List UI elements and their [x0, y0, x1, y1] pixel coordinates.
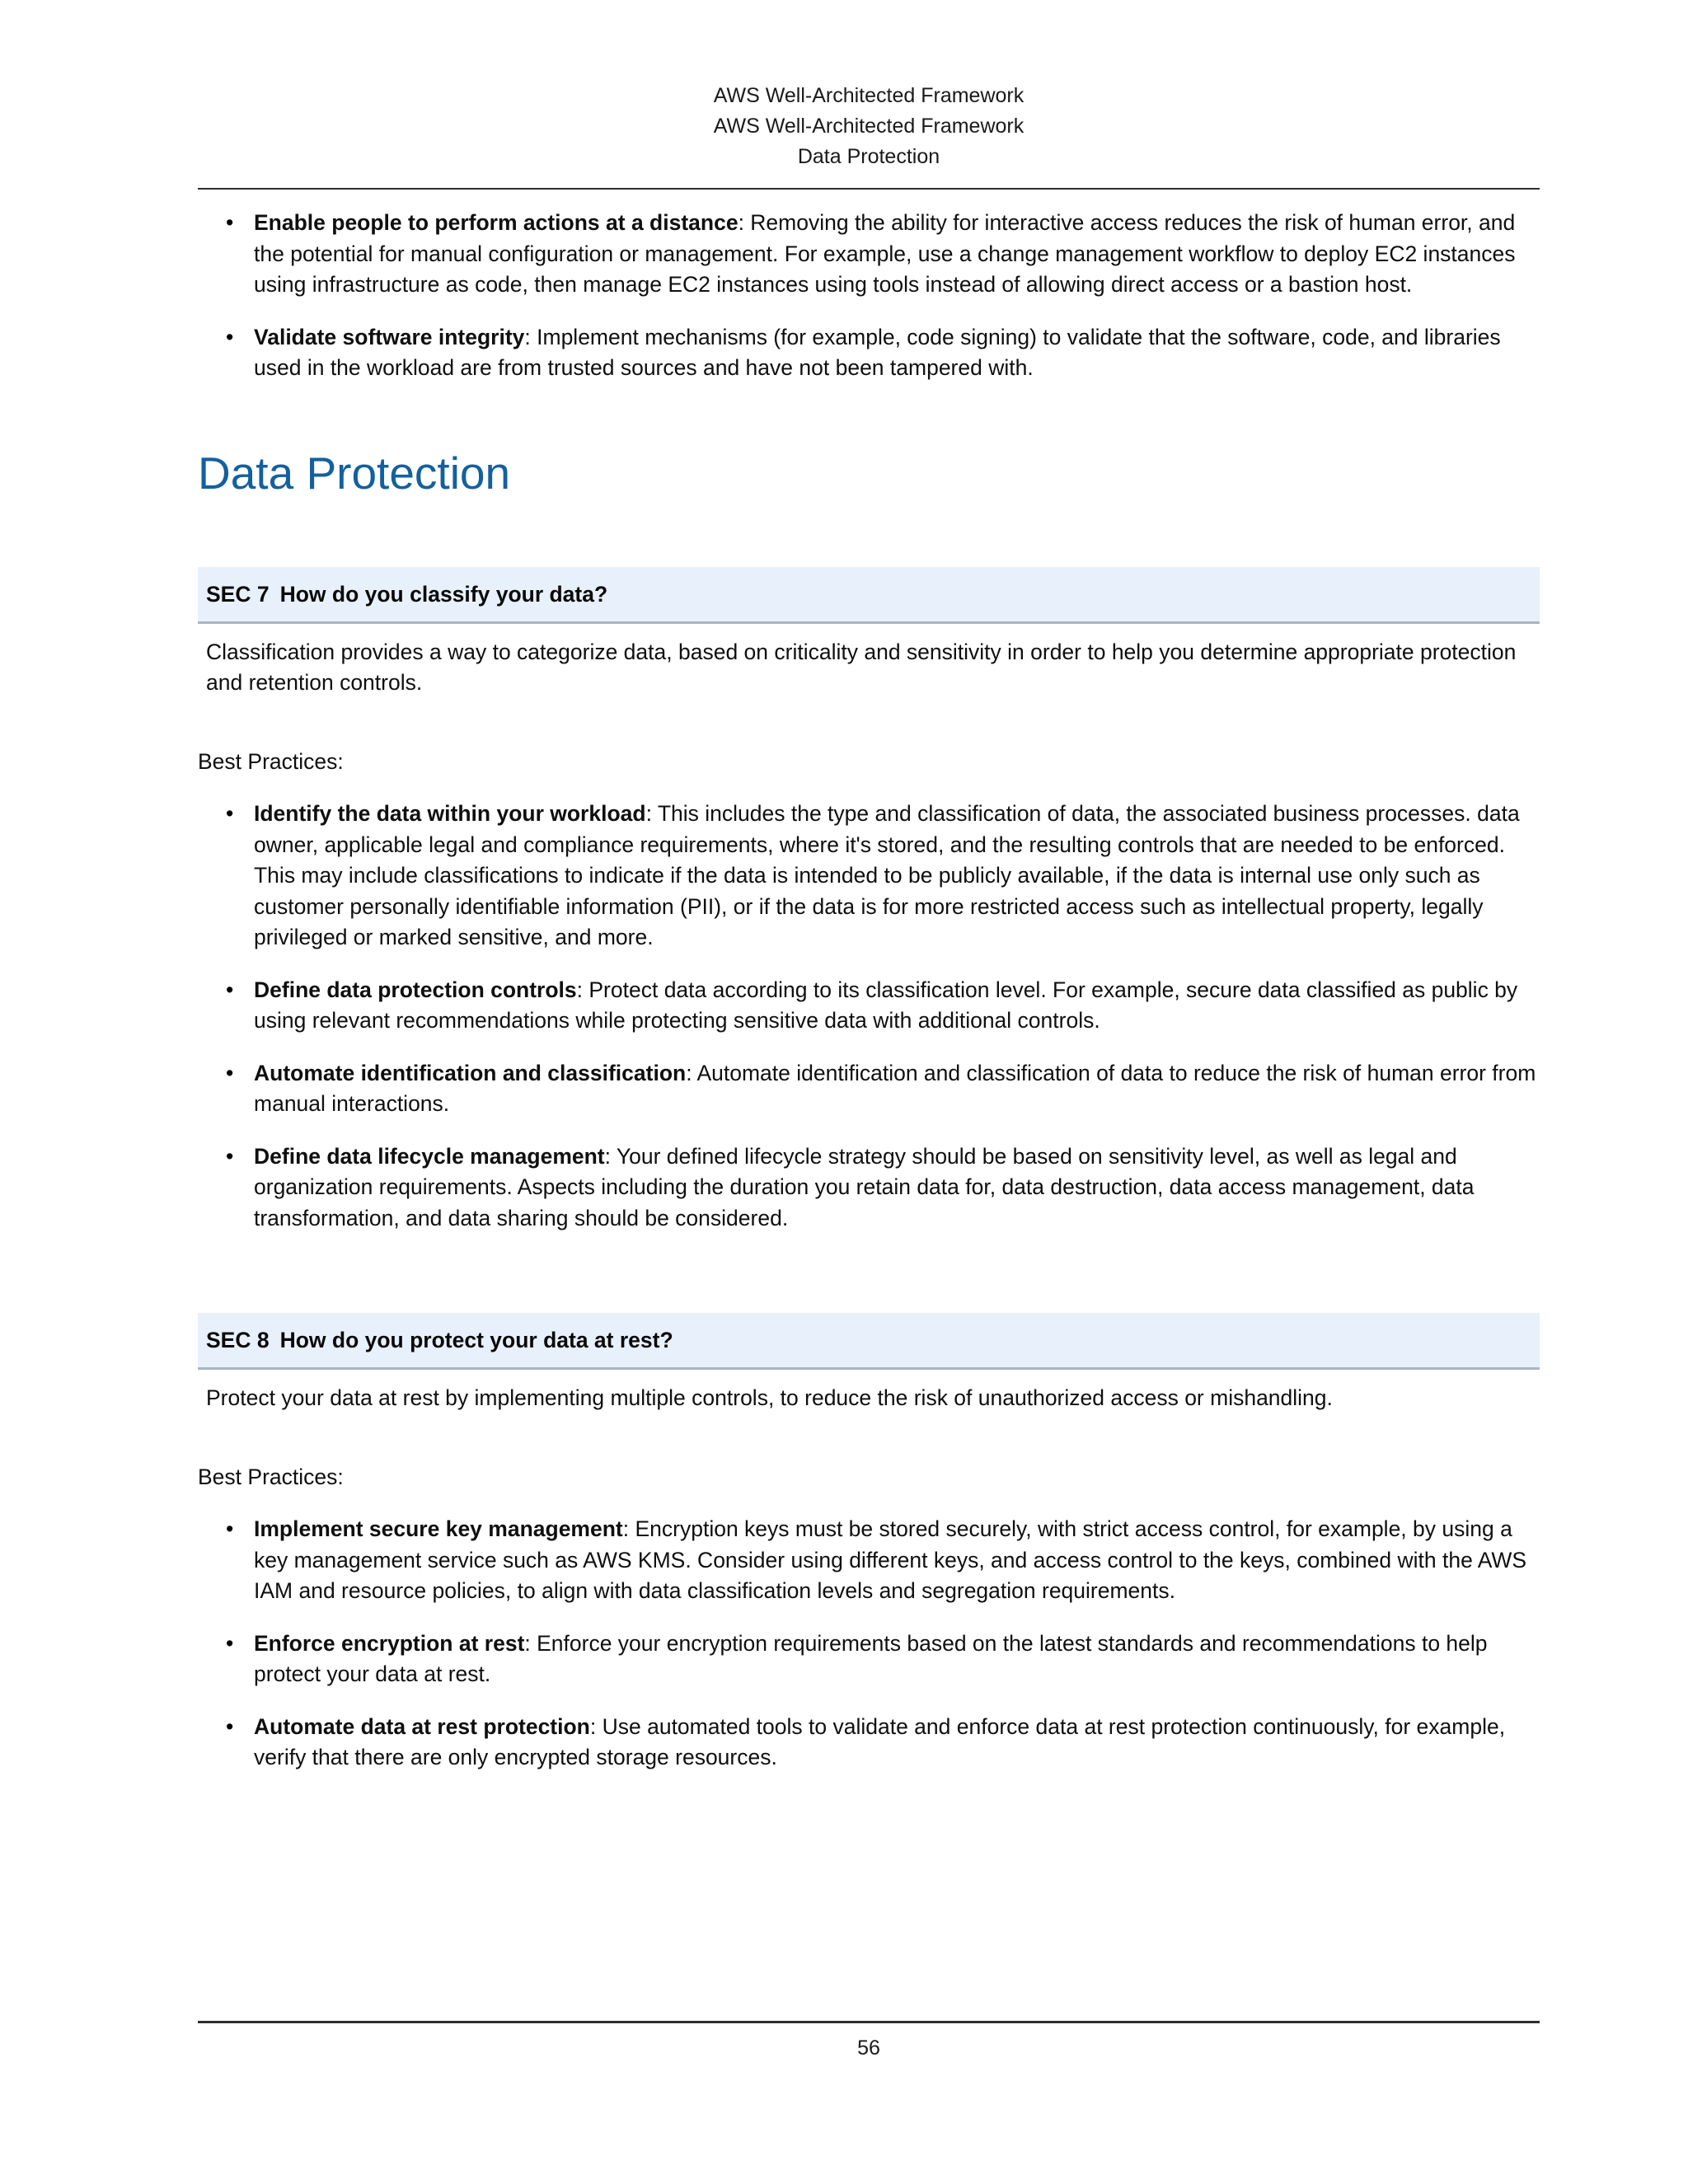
header-divider-rule [198, 188, 1540, 190]
list-item [198, 799, 1540, 954]
list-item [198, 1058, 1540, 1120]
list-item-lead: Identify the data within your workload [254, 801, 646, 826]
list-item [198, 975, 1540, 1037]
list-item [198, 1712, 1540, 1774]
bullet-icon: • [226, 1143, 234, 1169]
list-item-lead: Enable people to perform actions at a distance [254, 210, 738, 235]
sec8-question: How do you protect your data at rest? [279, 1328, 673, 1352]
sec8-best-practices-list [198, 1514, 1540, 1774]
list-item [198, 1629, 1540, 1690]
list-item-body: : Removing the ability for interactive access reduces the risk of human error, and the potential for manual configuration or management. For example, use a change management workflow to deploy EC2 instances using infrastructure as code, then manage EC2 instances using tools instead of allowing direct access or a bastion host. [254, 210, 1516, 297]
bullet-icon: • [226, 801, 234, 826]
list-item-body: : This includes the type and classification of data, the associated business processes. data owner, applicable legal and compliance requirements, where it's stored, and the resulting controls that are needed to be enforced. This may include classifications to indicate if the data is intended to be publicly available, if the data is internal use only such as customer personally identifiable information (PII), or if the data is for more restricted access such as intellectual property, legally privileged or marked sensitive, and more. [254, 801, 1520, 949]
bullet-icon: • [226, 977, 234, 1002]
list-item-body: : Encryption keys must be stored securely, with strict access control, for example, by using a key management service such as AWS KMS. Consider using different keys, and access control to the keys, combined with the AWS IAM and resource policies, to align with data classification levels and segregation requirements. [254, 1516, 1527, 1603]
sec8-description: Protect your data at rest by implementing multiple controls, to reduce the risk of unauthorized access or mishandling. [206, 1385, 1333, 1410]
list-item [198, 322, 1540, 384]
running-header-line-2: AWS Well-Architected Framework [713, 115, 1025, 138]
list-item-body: : Use automated tools to validate and enforce data at rest protection continuously, for example, verify that there are only encrypted storage resources. [254, 1713, 1506, 1769]
bullet-icon: • [226, 1516, 234, 1541]
running-header-line-3: Data Protection [797, 145, 940, 168]
list-item-lead: Define data protection controls [254, 977, 577, 1002]
sec8-best-practices-label: Best Practices: [198, 1464, 344, 1489]
list-item-body: : Protect data according to its classification level. For example, secure data classified as public by using relevant recommendations while protecting sensitive data with additional controls. [254, 977, 1518, 1033]
running-header [198, 81, 1540, 172]
list-item-lead: Automate identification and classification [254, 1060, 687, 1085]
sec8-question-text [206, 1328, 1540, 1352]
list-item-lead: Enforce encryption at rest [254, 1630, 525, 1656]
list-item-lead: Implement secure key management [254, 1516, 623, 1541]
sec7-question: How do you classify your data? [279, 581, 608, 607]
list-item [198, 208, 1540, 301]
running-header-line-1: AWS Well-Architected Framework [713, 84, 1025, 107]
list-item-lead: Validate software integrity [254, 324, 525, 349]
bullet-icon: • [226, 324, 234, 349]
sec7-best-practices-label: Best Practices: [198, 748, 344, 774]
sec7-id: SEC 7 [206, 581, 270, 607]
list-item-body: : Implement mechanisms (for example, code signing) to validate that the software, code, and libraries used in the workload are from trusted sources and have not been tampered with. [254, 324, 1501, 380]
list-item-lead: Automate data at rest protection [254, 1713, 590, 1739]
list-item-lead: Define data lifecycle management [254, 1143, 605, 1169]
sec8-question-bar [198, 1313, 1540, 1370]
page-content [198, 208, 1540, 1774]
list-item-body: : Your defined lifecycle strategy should be based on sensitivity level, as well as legal and organization requirements. Aspects including the duration you retain data for, data destruction, data access management, data transformation, and data sharing should be considered. [254, 1143, 1475, 1230]
sec7-question-text [206, 582, 1540, 607]
list-item-body: : Enforce your encryption requirements based on the latest standards and recommendations to help protect your data at rest. [254, 1630, 1488, 1686]
footer-divider-rule [198, 2021, 1540, 2023]
list-item-body: : Automate identification and classification of data to reduce the risk of human error from manual interactions. [254, 1060, 1536, 1116]
sec7-question-bar [198, 567, 1540, 624]
page-title: Data Protection [198, 447, 511, 499]
intro-bullet-list [198, 208, 1540, 384]
bullet-icon: • [226, 1060, 234, 1085]
bullet-icon: • [226, 1630, 234, 1656]
sec7-best-practices-list [198, 799, 1540, 1234]
page-number: 56 [857, 2036, 880, 2060]
list-item [198, 1514, 1540, 1607]
sec7-description: Classification provides a way to categorize data, based on criticality and sensitivity in order to help you determine appropriate protection and retention controls. [206, 639, 1517, 695]
bullet-icon: • [226, 1713, 234, 1739]
bullet-icon: • [226, 210, 234, 235]
list-item [198, 1141, 1540, 1235]
sec8-id: SEC 8 [206, 1328, 270, 1352]
